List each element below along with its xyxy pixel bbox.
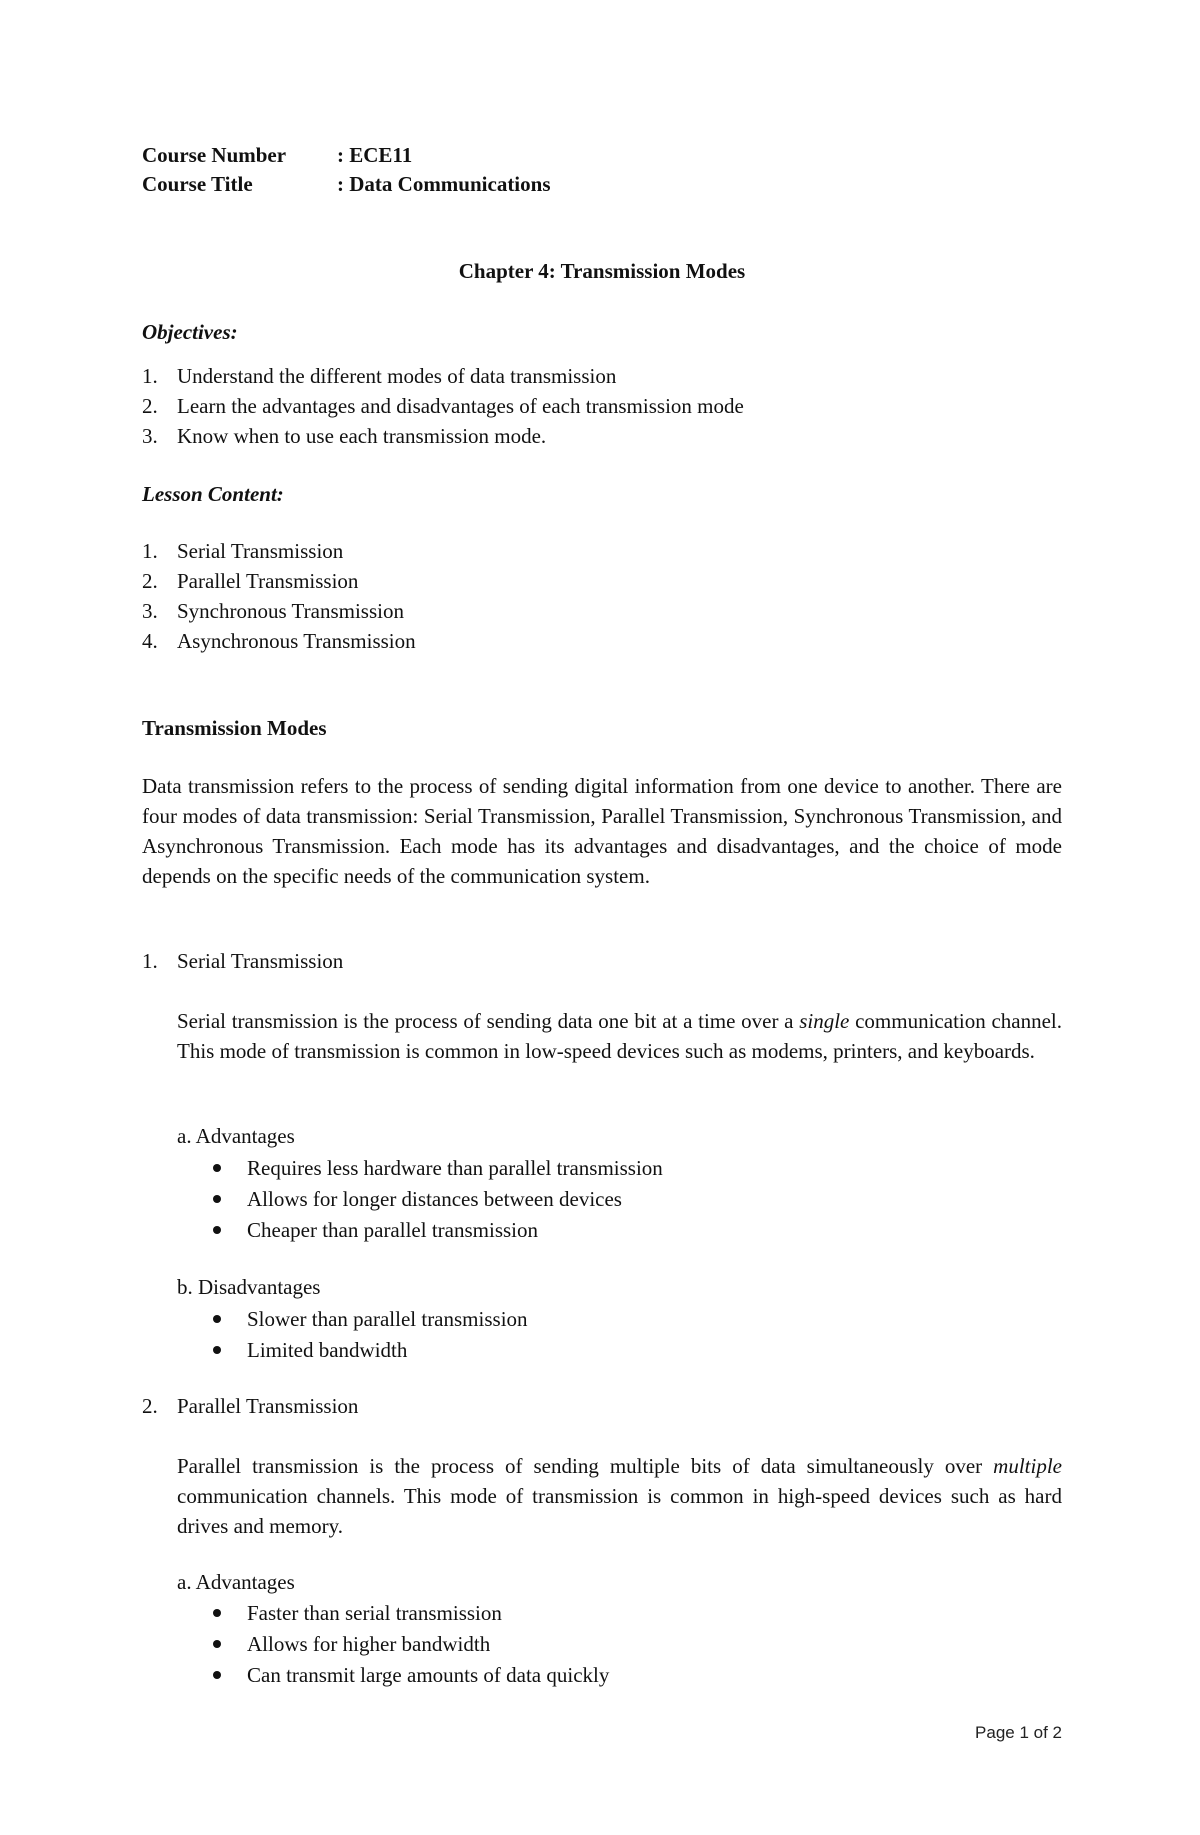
list-item: Cheaper than parallel transmission bbox=[247, 1215, 663, 1246]
serial-heading: 1. Serial Transmission bbox=[142, 949, 344, 973]
list-item: 3. Know when to use each transmission mode. bbox=[142, 424, 547, 448]
list-item: Allows for higher bandwidth bbox=[247, 1629, 609, 1660]
list-item: 3. Synchronous Transmission bbox=[142, 599, 404, 623]
bullet-icon bbox=[213, 1226, 221, 1234]
list-item: Faster than serial transmission bbox=[247, 1598, 609, 1629]
parallel-advantages-label: a. Advantages bbox=[177, 1570, 295, 1594]
bullet-icon bbox=[213, 1164, 221, 1172]
list-item: Limited bandwidth bbox=[247, 1335, 528, 1366]
course-number-value: : ECE11 bbox=[337, 143, 413, 167]
section-title-transmission-modes: Transmission Modes bbox=[142, 716, 327, 740]
intro-paragraph: Data transmission refers to the process of sending digital information from one device to another. There are four modes of data transmission: Serial Transmission, Parallel Transmission, Synchronous Transmission, and Asynchronous Transmission. Each mode has its advantages and disadvantages, and the choice of mode depends on the specific needs of the communication system. bbox=[142, 774, 1062, 888]
bullet-icon bbox=[213, 1671, 221, 1679]
serial-advantages-list bbox=[247, 1153, 663, 1246]
list-item: Allows for longer distances between devices bbox=[247, 1184, 663, 1215]
lesson-content-list bbox=[142, 536, 416, 656]
bullet-icon bbox=[213, 1609, 221, 1617]
serial-disadvantages-label: b. Disadvantages bbox=[177, 1275, 321, 1299]
list-item: Slower than parallel transmission bbox=[247, 1304, 528, 1335]
list-item: 4. Asynchronous Transmission bbox=[142, 629, 416, 653]
bullet-icon bbox=[213, 1640, 221, 1648]
objectives-list bbox=[142, 361, 744, 451]
objectives-label: Objectives: bbox=[142, 320, 238, 344]
parallel-description: Parallel transmission is the process of sending multiple bits of data simultaneously over multiple communication channels. This mode of transmission is common in high-speed devices such as hard drives and memory. bbox=[177, 1454, 1062, 1538]
parallel-heading: 2. Parallel Transmission bbox=[142, 1394, 359, 1418]
parallel-advantages-list bbox=[247, 1598, 609, 1691]
course-title-label: Course Title bbox=[142, 172, 253, 196]
serial-advantages-label: a. Advantages bbox=[177, 1124, 295, 1148]
chapter-title: Chapter 4: Transmission Modes bbox=[458, 259, 746, 283]
lesson-content-label: Lesson Content: bbox=[142, 482, 284, 506]
bullet-icon bbox=[213, 1315, 221, 1323]
list-item: 2. Learn the advantages and disadvantages of each transmission mode bbox=[142, 394, 744, 418]
list-item: 2. Parallel Transmission bbox=[142, 569, 359, 593]
course-number-label: Course Number bbox=[142, 143, 287, 167]
bullet-icon bbox=[213, 1195, 221, 1203]
page-number: Page 1 of 2 bbox=[975, 1723, 1062, 1742]
serial-description: Serial transmission is the process of sending data one bit at a time over a single communication channel. This mode of transmission is common in low-speed devices such as modems, printers, and keyboards. bbox=[177, 1009, 1062, 1063]
list-item: 1. Serial Transmission bbox=[142, 539, 344, 563]
list-item: Requires less hardware than parallel transmission bbox=[247, 1153, 663, 1184]
bullet-icon bbox=[213, 1346, 221, 1354]
course-title-value: : Data Communications bbox=[337, 172, 551, 196]
list-item: 1. Understand the different modes of data transmission bbox=[142, 364, 617, 388]
list-item: Can transmit large amounts of data quickly bbox=[247, 1660, 609, 1691]
serial-disadvantages-list bbox=[247, 1304, 528, 1366]
